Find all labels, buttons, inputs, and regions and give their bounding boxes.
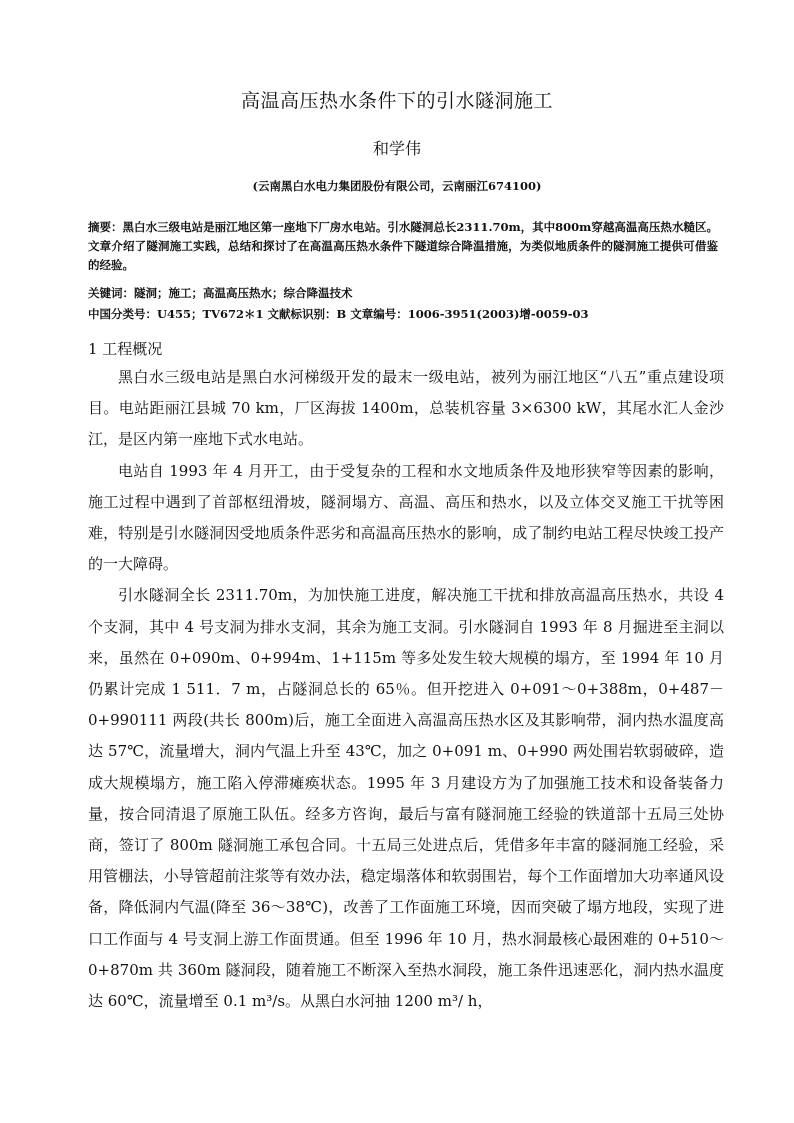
paragraph: 电站自 1993 年 4 月开工，由于受复杂的工程和水文地质条件及地形狭窄等因素的影响，施工过程中遇到了首部枢纽滑坡，隧洞塌方、高温、高压和热水，以及立体交叉施工干扰等困难，特别是引水隧洞因受地质条件恶劣和高温高压热水的影响，成了制约电站工程尽快竣工投产的一大障碍。 <box>88 461 724 574</box>
paragraph: 黑白水三级电站是黑白水河梯级开发的最末一级电站，被列为丽江地区“八五”重点建设项目。电站距丽江县城 70 km，厂区海拔 1400m，总装机容量 3×6300 kW，其尾水汇人金沙江，是区内第一座地下式水电站。 <box>88 368 724 449</box>
paragraph: 引水隧洞全长 2311.70m，为加快施工进度，解决施工干扰和排放高温高压热水，共设 4 个支洞，其中 4 号支洞为排水支洞，其余为施工支洞。引水隧洞自 1993 年 8 月掘进至主洞以来，虽然在 0+090m、0+994m、1+115m 等多处发生较大规模的塌方，至 1994 年 10 月仍累计完成 1 511．7 m，占隧洞总长的 65％。但开挖进入 0+091～0+388m，0+487－0+990111 两段(共长 800m)后，施工全面进入高温高压热水区及其影响带，洞内热水温度高达 57℃，流量增大，洞内气温上升至 43℃，加之 0+091 m、0+990 两处围岩软弱破碎，造成大规模塌方，施工陷入停滞瘫痪状态。1995 年 3 月建设方为了加强施工技术和设备装备力量，按合同清退了原施工队伍。经多方咨询，最后与富有隧洞施工经验的铁道部十五局三处协商，签订了 800m 隧洞施工承包合同。十五局三处进点后，凭借多年丰富的隧洞施工经验，采用管棚法，小导管超前注浆等有效办法，稳定塌落体和软弱围岩，每个工作面增加大功率通风设备，降低洞内气温(降至 36～38℃)，改善了工作面施工环境，因而突破了塌方地段，实现了进口工作面与 4 号支洞上游工作面贯通。但至 1996 年 10 月，热水洞最核心最困难的 0+510～0+870m 共 360m 隧洞段，随着施工不断深入至热水洞段，施工条件迅速恶化，洞内热水温度达 60℃，流量增至 0.1 m³/s。从黑白水河抽 1200 m³/ h， <box>88 586 724 1011</box>
abstract: 摘要：黑白水三级电站是丽江地区第一座地下厂房水电站。引水隧洞总长2311.70m，其中800m穿越高温高压热水糙区。文章介绍了隧洞施工实践，总结和探讨了在高温高压热水条件下隧道综合降温措施，为类似地质条件的隧洞施工提供可借鉴的经验。 <box>88 220 718 272</box>
author-affiliation: (云南黑白水电力集团股份有限公司，云南丽江674100) <box>252 179 542 193</box>
body-text <box>88 362 724 1017</box>
section-heading: 1 工程概况 <box>88 340 163 358</box>
classification-line: 中国分类号：U455；TV672＊1 文献标识别：B 文章编号：1006-3951(2003)增-0059-03 <box>88 307 589 321</box>
paper-title: 高温高压热水条件下的引水隧洞施工 <box>240 90 553 112</box>
keywords: 关键词：隧洞；施工；高温高压热水；综合降温技术 <box>88 286 353 300</box>
author-name: 和学伟 <box>372 139 421 158</box>
